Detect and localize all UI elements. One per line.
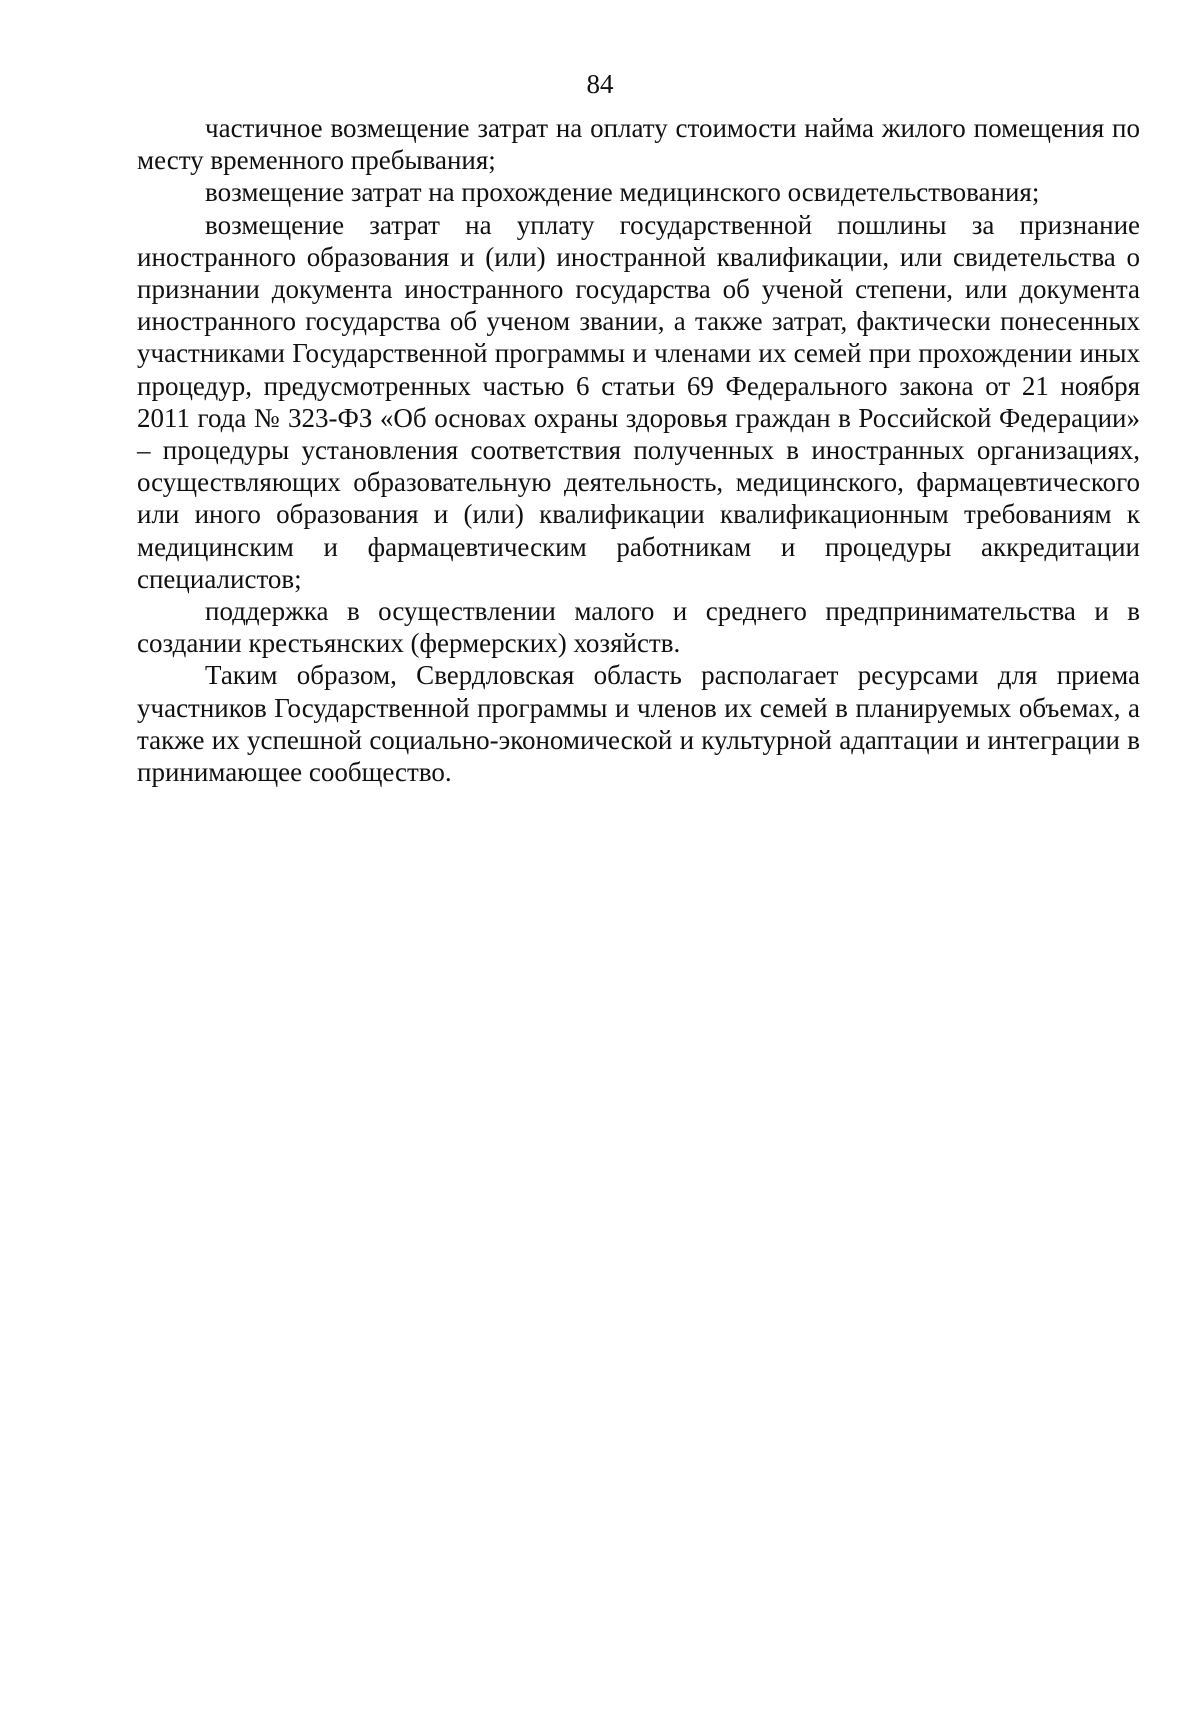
paragraph-partial-reimbursement-housing: частичное возмещение затрат на оплату стоимости найма жилого помещения по месту временного пребывания; [137, 113, 1140, 176]
paragraph-business-support: поддержка в осуществлении малого и среднего предпринимательства и в создании крестьянских (фермерских) хозяйств. [137, 596, 1140, 659]
paragraph-medical-examination-reimbursement: возмещение затрат на прохождение медицинского освидетельствования; [205, 177, 1040, 208]
paragraph-state-duty-reimbursement: возмещение затрат на уплату государственной пошлины за признание иностранного образования и (или) иностранной квалификации, или свидетельства о признании документа иностранного государства об ученой степени, или документа иностранного государства об ученом звании, а также затрат, фактически понесенных участниками Государственной программы и членами их семей при прохождении иных процедур, предусмотренных частью 6 статьи 69 Федерального закона от 21 ноября 2011 года № 323-ФЗ «Об основах охраны здоровья граждан в Российской Федерации» – процедуры установления соответствия полученных в иностранных организациях, осуществляющих образовательную деятельность, медицинского, фармацевтического или иного образования и (или) квалификации квалификационным требованиям к медицинским и фармацевтическим работникам и процедуры аккредитации специалистов; [137, 209, 1140, 594]
paragraph-conclusion: Таким образом, Свердловская область располагает ресурсами для приема участников Государственной программы и членов их семей в планируемых объемах, а также их успешной социально-экономической и культурной адаптации и интеграции в принимающее сообщество. [137, 660, 1140, 788]
page-number: 84 [586, 69, 614, 99]
document-body [137, 112, 1140, 788]
